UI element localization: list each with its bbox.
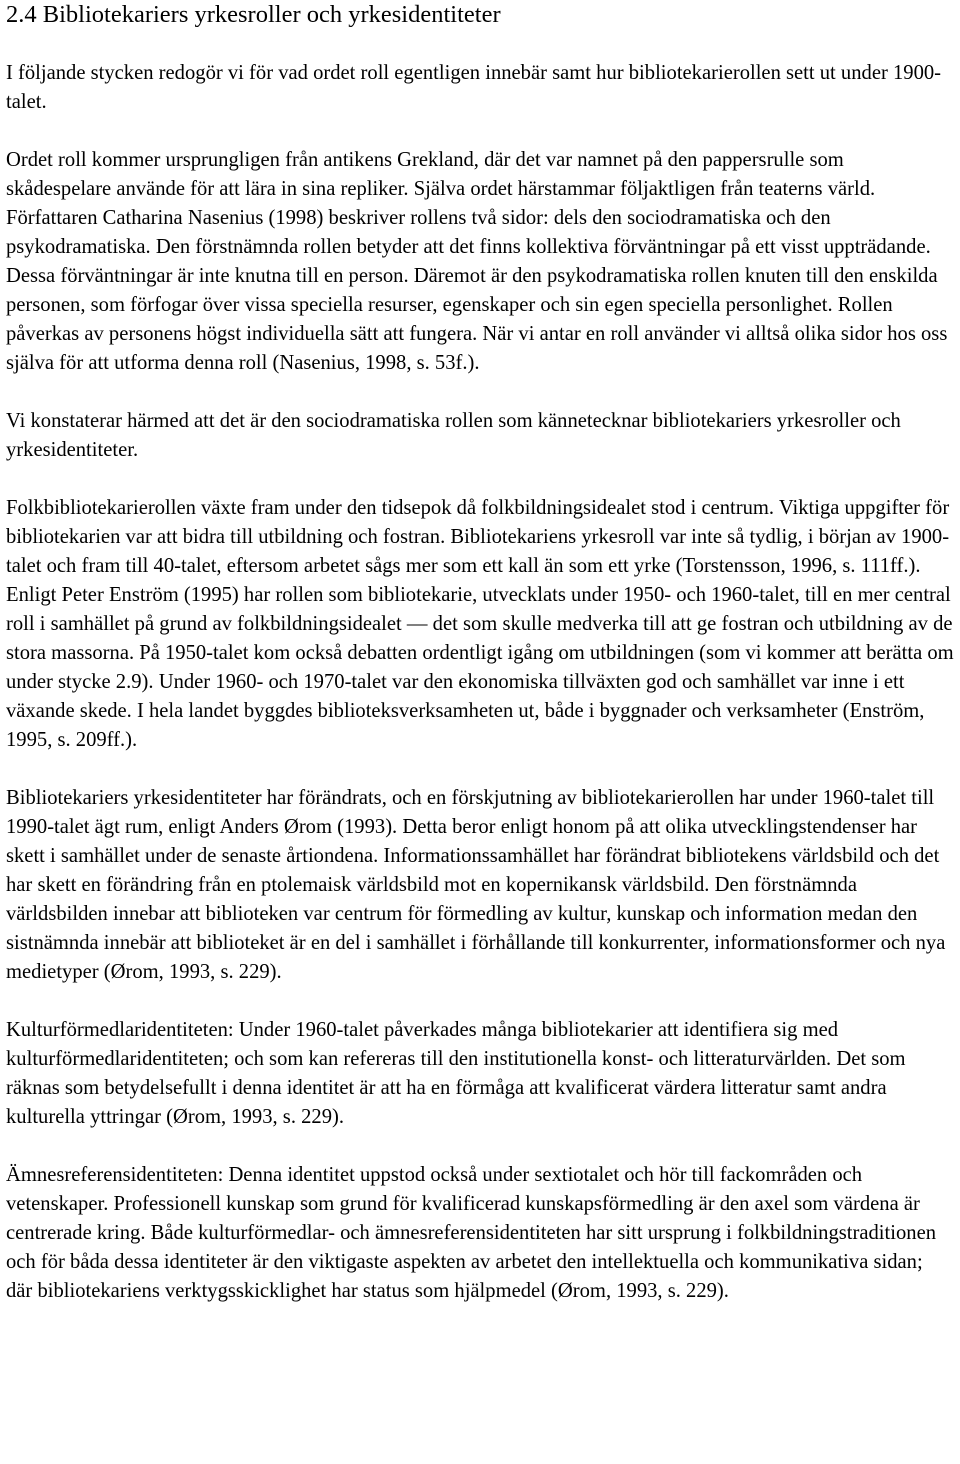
paragraph-conclusion: Vi konstaterar härmed att det är den sociodramatiska rollen som kännetecknar bibliotekariers yrkesroller och yrkesidentiteter.	[6, 410, 901, 461]
section-heading: 2.4 Bibliotekariers yrkesroller och yrkesidentiteter	[6, 1, 501, 28]
paragraph-subject-reference-identity: Ämnesreferensidentiteten: Denna identitet uppstod också under sextiotalet och hör till fackområden och vetenskaper. Professionell kunskap som grund för kvalificerad kunskapsförmedling är den axel som värdena är centrerade kring. Både kulturförmedlar- och ämnesreferensidentiteten har sitt ursprung i folkbildningstraditionen och för båda dessa identiteter är den viktigaste aspekten av arbetet den intellektuella och kommunikativa sidan; där bibliotekariens verktygsskicklighet har status som hjälpmedel (Ørom, 1993, s. 229).	[6, 1164, 937, 1302]
paragraph-identity-shift: Bibliotekariers yrkesidentiteter har förändrats, och en förskjutning av bibliotekarierollen har under 1960-talet till 1990-talet ägt rum, enligt Anders Ørom (1993). Detta beror enligt honom på att olika utvecklingstendenser har skett i samhället under de senaste årtiondena. Informationssamhället har förändrat bibliotekens världsbild och det har skett en förändring från en ptolemaisk världsbild mot en kopernikansk världsbild. Den förstnämnda världsbilden innebar att biblioteken var centrum för förmedling av kultur, kunskap och information medan den sistnämnda innebär att biblioteket är en del i samhället i förhållande till konkurrenter, informationsformer och nya medietyper (Ørom, 1993, s. 229).	[6, 787, 946, 983]
paragraph-culture-mediator-identity: Kulturförmedlaridentiteten: Under 1960-talet påverkades många bibliotekarier att identifiera sig med kulturförmedlaridentiteten; och som kan refereras till den institutionella konst- och litteraturvärlden. Det som räknas som betydelsefullt i denna identitet är att ha en förmåga att kvalificerat värdera litteratur samt andra kulturella yttringar (Ørom, 1993, s. 229).	[6, 1019, 906, 1128]
paragraph-role-definition: Ordet roll kommer ursprungligen från antikens Grekland, där det var namnet på den pappersrulle som skådespelare använde för att lära in sina repliker. Själva ordet härstammar följaktligen från teaterns värld. Författaren Catharina Nasenius (1998) beskriver rollens två sidor: dels den sociodramatiska och den psykodramatiska. Den förstnämnda rollen betyder att det finns kollektiva förväntningar på ett visst uppträdande. Dessa förväntningar är inte knutna till en person. Däremot är den psykodramatiska rollen knuten till den enskilda personen, som förfogar över vissa speciella resurser, egenskaper och sin egen speciella personlighet. Rollen påverkas av personens högst individuella sätt att fungera. När vi antar en roll använder vi alltså olika sidor hos oss själva för att utforma denna roll (Nasenius, 1998, s. 53f.).	[6, 149, 948, 374]
paragraph-folk-librarian-role: Folkbibliotekarierollen växte fram under den tidsepok då folkbildningsidealet stod i centrum. Viktiga uppgifter för bibliotekarien var att bidra till utbildning och fostran. Bibliotekariens yrkesroll var inte så tydlig, i början av 1900-talet och fram till 40-talet, eftersom arbetet sågs mer som ett kall än som ett yrke (Torstensson, 1996, s. 111ff.). Enligt Peter Enström (1995) har rollen som bibliotekarie, utvecklats under 1950- och 1960-talet, till en mer central roll i samhället på grund av folkbildningsidealet — det som skulle medverka till att ge fostran och utbildning av de stora massorna. På 1950-talet kom också debatten ordentligt igång om utbildningen (som vi kommer att berätta om under stycke 2.9). Under 1960- och 1970-talet var den ekonomiska tillväxten god och samhället var inne i ett växande skede. I hela landet byggdes biblioteksverksamheten ut, både i byggnader och verksamheter (Enström, 1995, s. 209ff.).	[6, 497, 954, 751]
paragraph-intro: I följande stycken redogör vi för vad ordet roll egentligen innebär samt hur bibliotekarierollen sett ut under 1900-talet.	[6, 62, 942, 113]
